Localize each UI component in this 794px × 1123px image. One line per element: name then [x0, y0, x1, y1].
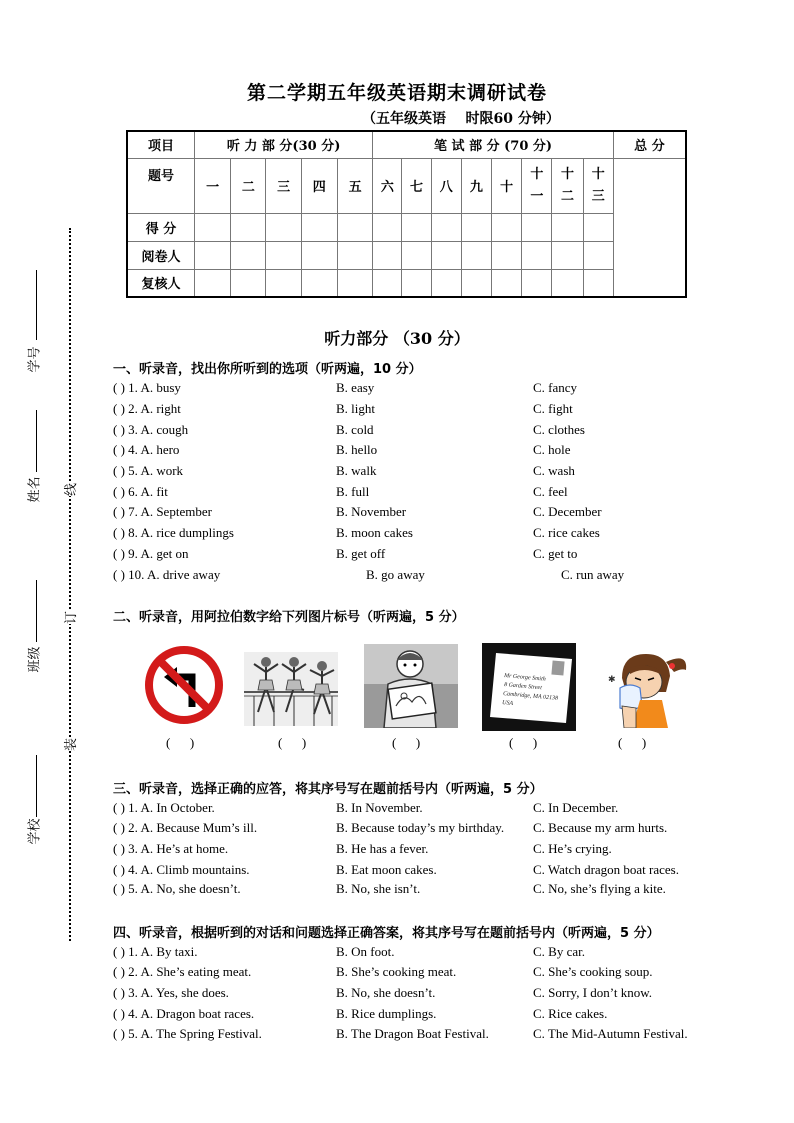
- q-number: 二: [231, 158, 266, 213]
- q-number: 十: [492, 158, 522, 213]
- envelope-line: USA: [501, 700, 514, 707]
- list-item: ( ) 4. A. hero B. hello C. hole: [113, 442, 571, 457]
- envelope-line: Mr George Smith: [503, 673, 546, 683]
- answer-paren[interactable]: ( ): [278, 735, 307, 750]
- q-number: 八: [431, 158, 461, 213]
- list-item: ( ) 2. A. She’s eating meat. B. She’s cooking meat. C. She’s cooking soup.: [113, 964, 653, 979]
- label-xuexiao: 学校: [27, 818, 43, 845]
- list-item: ( ) 3. A. Yes, she does. B. No, she doesn’t. C. Sorry, I don’t know.: [113, 985, 653, 1000]
- q-number: 四: [301, 158, 337, 213]
- field-xuexiao[interactable]: [36, 755, 38, 817]
- list-item: ( ) 2. A. right B. light C. fight: [113, 401, 573, 416]
- row-defen: 得 分: [127, 213, 194, 241]
- list-item: ( ) 10. A. drive away B. go away C. run away: [113, 567, 625, 582]
- envelope-icon: [482, 643, 576, 731]
- list-item: ( ) 2. A. Because Mum’s ill. B. Because today’s my birthday. C. Because my arm hurts.: [113, 820, 668, 835]
- part3-title: 三、听录音，选择正确的应答，将其序号写在题前括号内（听两遍，5 分）: [113, 782, 543, 797]
- q-number: 五: [337, 158, 372, 213]
- list-item: ( ) 5. A. work B. walk C. wash: [113, 463, 575, 478]
- q-number-11: 十 一: [522, 158, 552, 213]
- exam-title: 第二学期五年级英语期末调研试卷: [246, 82, 547, 104]
- label-xian: 线: [60, 483, 79, 496]
- answer-paren[interactable]: ( ): [509, 735, 538, 750]
- answer-paren[interactable]: ( ): [618, 735, 647, 750]
- header-xiangmu: 项目: [127, 131, 194, 158]
- exam-subtitle: （五年级英语 时限60 分钟）: [362, 111, 560, 127]
- header-tingli: 听 力 部 分(30 分): [194, 131, 372, 158]
- list-item: ( ) 5. A. No, she doesn’t. B. No, she isn’t. C. No, she’s flying a kite.: [113, 881, 666, 896]
- q-number: 三: [266, 158, 301, 213]
- part1-title: 一、听录音，找出你所听到的选项（听两遍，10 分）: [113, 362, 422, 377]
- answer-paren[interactable]: ( ): [166, 735, 195, 750]
- field-xingming[interactable]: [36, 410, 38, 472]
- list-item: ( ) 1. A. In October. B. In November. C. In December.: [113, 800, 619, 815]
- list-item: ( ) 1. A. By taxi. B. On foot. C. By car.: [113, 944, 585, 959]
- dancing-girls-icon: [244, 652, 338, 726]
- envelope-line: 8 Garden Street: [503, 682, 543, 692]
- header-zongfen: 总 分: [613, 131, 686, 158]
- field-banji[interactable]: [36, 580, 38, 642]
- q-number-13: 十 三: [583, 158, 613, 213]
- part2-title: 二、听录音，用阿拉伯数字给下列图片标号（听两遍，5 分）: [113, 610, 465, 625]
- part4-title: 四、听录音，根据听到的对话和问题选择正确答案，将其序号写在题前括号内（听两遍，5 分）: [113, 926, 660, 941]
- list-item: ( ) 9. A. get on B. get off C. get to: [113, 546, 578, 561]
- answer-paren[interactable]: ( ): [392, 735, 421, 750]
- q-number: 九: [461, 158, 491, 213]
- svg-text:✱: ✱: [608, 675, 616, 685]
- header-bishi: 笔 试 部 分 (70 分): [373, 131, 614, 158]
- score-table: [126, 130, 687, 298]
- envelope-line: Cambridge, MA 02138: [502, 691, 559, 702]
- label-ding: 订: [60, 611, 79, 624]
- list-item: ( ) 6. A. fit B. full C. feel: [113, 484, 568, 499]
- list-item: ( ) 4. A. Climb mountains. B. Eat moon cakes. C. Watch dragon boat races.: [113, 862, 679, 877]
- list-item: ( ) 7. A. September B. November C. December: [113, 504, 602, 519]
- q-number: 一: [194, 158, 230, 213]
- q-number: 六: [373, 158, 402, 213]
- list-item: ( ) 3. A. cough B. cold C. clothes: [113, 422, 585, 437]
- list-item: ( ) 4. A. Dragon boat races. B. Rice dumplings. C. Rice cakes.: [113, 1006, 608, 1021]
- row-fuhe: 复核人: [127, 269, 194, 297]
- list-item: ( ) 5. A. The Spring Festival. B. The Dragon Boat Festival. C. The Mid-Autumn Festival.: [113, 1026, 688, 1041]
- label-xuehao: 学号: [27, 346, 43, 373]
- total-score-cell[interactable]: [613, 158, 686, 297]
- list-item: ( ) 3. A. He’s at home. B. He has a fever. C. He’s crying.: [113, 841, 612, 856]
- listening-title: 听力部分 （30 分）: [324, 329, 470, 348]
- list-item: ( ) 8. A. rice dumplings B. moon cakes C. rice cakes: [113, 525, 600, 540]
- no-left-turn-sign-icon: [144, 645, 224, 725]
- row-yuejuan: 阅卷人: [127, 241, 194, 269]
- label-xingming: 姓名: [27, 476, 43, 503]
- label-banji: 班级: [27, 646, 43, 673]
- q-number: 七: [402, 158, 431, 213]
- header-tihao: 题号: [127, 158, 194, 213]
- label-zhuang: 装: [60, 738, 79, 751]
- girl-sneezing-icon: [602, 648, 690, 728]
- boy-drawing-icon: [364, 644, 458, 728]
- q-number-12: 十 二: [552, 158, 583, 213]
- list-item: ( ) 1. A. busy B. easy C. fancy: [113, 380, 578, 395]
